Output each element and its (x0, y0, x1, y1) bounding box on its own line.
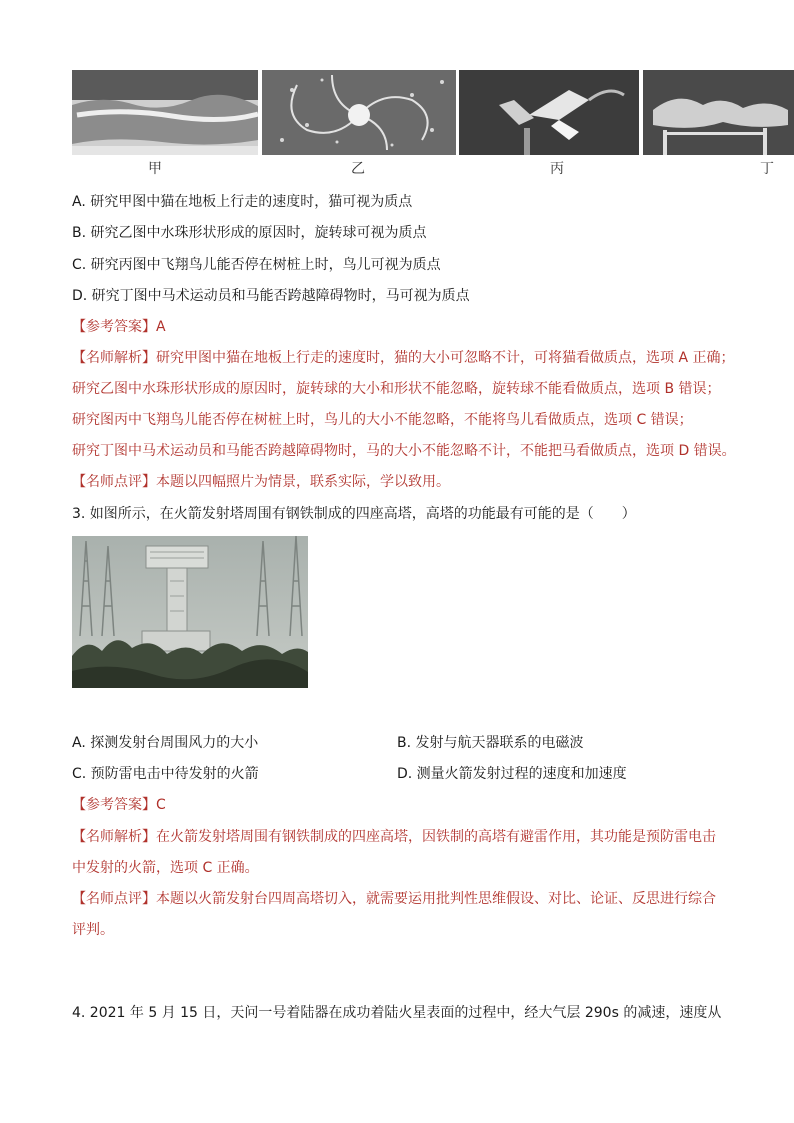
q2-option-b: B. 研究乙图中水珠形状形成的原因时，旋转球可视为质点 (72, 225, 427, 241)
q3-comment-line-2: 评判。 (72, 922, 114, 938)
figure-label-bing: 丙 (550, 161, 564, 177)
q2-analysis-line-3: 研究图丙中飞翔鸟儿能否停在树桩上时，鸟儿的大小不能忽略，不能将鸟儿看做质点，选项 C 错误； (72, 412, 693, 428)
q3-option-d: D. 测量火箭发射过程的速度和加速度 (397, 766, 627, 782)
q2-option-c: C. 研究丙图中飞翔鸟儿能否停在树桩上时，鸟儿可视为质点 (72, 257, 441, 273)
q3-option-a: A. 探测发射台周围风力的大小 (72, 735, 259, 751)
figure-label-jia: 甲 (148, 161, 162, 177)
q3-option-c: C. 预防雷电击中待发射的火箭 (72, 766, 259, 782)
q4-stem: 4. 2021 年 5 月 15 日，天问一号着陆器在成功着陆火星表面的过程中，经大气层 290s 的减速，速度从 (72, 1005, 722, 1021)
q3-analysis-line-1: 【名师解析】在火箭发射塔周围有钢铁制成的四座高塔，因铁制的高塔有避雷作用，其功能是预防雷电击 (72, 829, 716, 845)
q3-option-b: B. 发射与航天器联系的电磁波 (397, 735, 584, 751)
q3-answer: 【参考答案】C (72, 797, 166, 813)
photo-bird (459, 70, 639, 155)
q3-stem: 3. 如图所示，在火箭发射塔周围有钢铁制成的四座高塔，高塔的功能最有可能的是（ ） (72, 506, 636, 522)
figure-label-yi: 乙 (351, 161, 365, 177)
photo-horse-jump (643, 70, 794, 155)
q3-comment-line-1: 【名师点评】本题以火箭发射台四周高塔切入，就需要运用批判性思维假设、对比、论证、反思进行综合 (72, 891, 716, 907)
q2-analysis-line-1: 【名师解析】研究甲图中猫在地板上行走的速度时，猫的大小可忽略不计，可将猫看做质点，选项 A 正确； (72, 350, 735, 366)
q2-answer: 【参考答案】A (72, 319, 166, 335)
launch-tower-photo (72, 536, 308, 688)
q2-analysis-line-2: 研究乙图中水珠形状形成的原因时，旋转球的大小和形状不能忽略，旋转球不能看做质点，选项 B 错误； (72, 381, 721, 397)
figure-label-ding: 丁 (760, 161, 774, 177)
q2-option-a: A. 研究甲图中猫在地板上行走的速度时，猫可视为质点 (72, 194, 413, 210)
q2-option-d: D. 研究丁图中马术运动员和马能否跨越障碍物时，马可视为质点 (72, 288, 470, 304)
q3-analysis-line-2: 中发射的火箭，选项 C 正确。 (72, 860, 259, 876)
q2-comment: 【名师点评】本题以四幅照片为情景，联系实际，学以致用。 (72, 474, 450, 490)
q2-analysis-line-4: 研究丁图中马术运动员和马能否跨越障碍物时，马的大小不能忽略不计，不能把马看做质点，选项 D 错误。 (72, 443, 736, 459)
q2-figure-strip (72, 70, 794, 178)
photo-spinning-ball (262, 70, 456, 155)
photo-cat (72, 70, 258, 155)
